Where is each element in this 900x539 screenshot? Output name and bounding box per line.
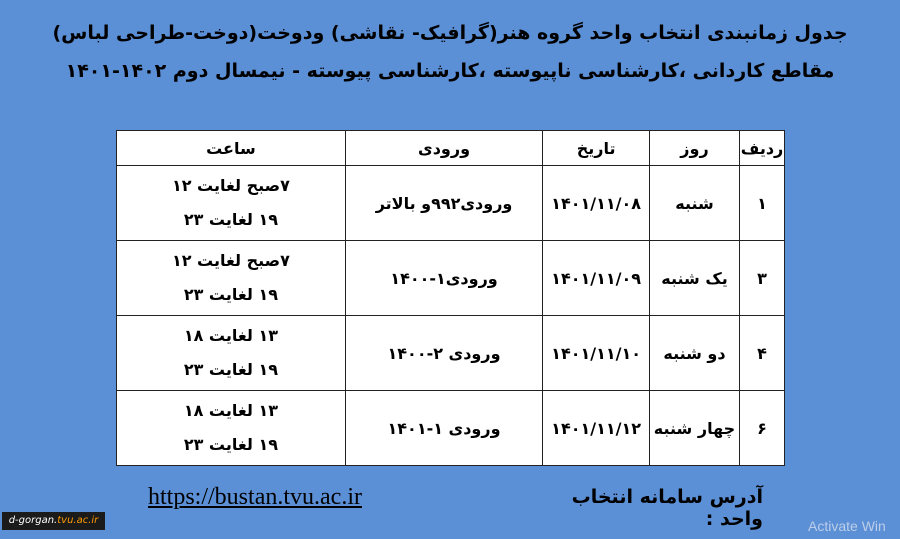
header-entry: ورودی xyxy=(345,131,542,166)
cell-date: ۱۴۰۱/۱۱/۰۹ xyxy=(543,241,650,316)
page-subtitle: مقاطع کاردانی ،کارشناسی ناپیوسته ،کارشناسی پیوسته - نیمسال دوم ۱۴۰۲-۱۴۰۱ xyxy=(65,60,835,82)
activate-windows-watermark: Activate Win xyxy=(808,518,886,534)
cell-day: چهار شنبه xyxy=(649,391,739,466)
header-time: ساعت xyxy=(117,131,346,166)
cell-entry: ورودی۱-۱۴۰۰ xyxy=(345,241,542,316)
cell-index: ۴ xyxy=(740,316,785,391)
table-row xyxy=(117,166,785,241)
logo-domain: tvu.ac.ir xyxy=(57,515,99,526)
time-range-1: ۱۳ لغایت ۱۸ xyxy=(183,326,279,345)
time-range-2: ۱۹ لغایت ۲۳ xyxy=(183,210,279,229)
header-index: ردیف xyxy=(740,131,785,166)
site-logo xyxy=(2,512,105,530)
time-range-2: ۱۹ لغایت ۲۳ xyxy=(183,435,279,454)
cell-entry: ورودی ۱-۱۴۰۱ xyxy=(345,391,542,466)
header-date: تاریخ xyxy=(543,131,650,166)
cell-day: یک شنبه xyxy=(649,241,739,316)
cell-index: ۱ xyxy=(740,166,785,241)
table-row xyxy=(117,241,785,316)
cell-index: ۶ xyxy=(740,391,785,466)
registration-address-label: آدرس سامانه انتخاب واحد : xyxy=(571,486,763,530)
time-range-1: ۷صبح لغایت ۱۲ xyxy=(171,251,290,270)
cell-time xyxy=(117,166,346,241)
page-title: جدول زمانبندی انتخاب واحد گروه هنر(گرافیک- نقاشی) ودوخت(دوخت-طراحی لباس) xyxy=(52,22,848,44)
table-row xyxy=(117,391,785,466)
cell-day: شنبه xyxy=(649,166,739,241)
time-range-2: ۱۹ لغایت ۲۳ xyxy=(183,360,279,379)
table-header-row xyxy=(117,131,785,166)
cell-time xyxy=(117,391,346,466)
header-day: روز xyxy=(649,131,739,166)
time-range-2: ۱۹ لغایت ۲۳ xyxy=(183,285,279,304)
cell-entry: ورودی ۲-۱۴۰۰ xyxy=(345,316,542,391)
cell-date: ۱۴۰۱/۱۱/۱۲ xyxy=(543,391,650,466)
cell-date: ۱۴۰۱/۱۱/۰۸ xyxy=(543,166,650,241)
logo-prefix: d-gorgan. xyxy=(8,515,58,526)
registration-system-link[interactable]: https://bustan.tvu.ac.ir xyxy=(148,484,362,510)
cell-day: دو شنبه xyxy=(649,316,739,391)
cell-index: ۳ xyxy=(740,241,785,316)
table-row xyxy=(117,316,785,391)
schedule-table xyxy=(116,130,785,466)
cell-entry: ورودی۹۹۲و بالاتر xyxy=(345,166,542,241)
cell-time xyxy=(117,241,346,316)
time-range-1: ۱۳ لغایت ۱۸ xyxy=(183,401,279,420)
cell-date: ۱۴۰۱/۱۱/۱۰ xyxy=(543,316,650,391)
cell-time xyxy=(117,316,346,391)
time-range-1: ۷صبح لغایت ۱۲ xyxy=(171,176,290,195)
